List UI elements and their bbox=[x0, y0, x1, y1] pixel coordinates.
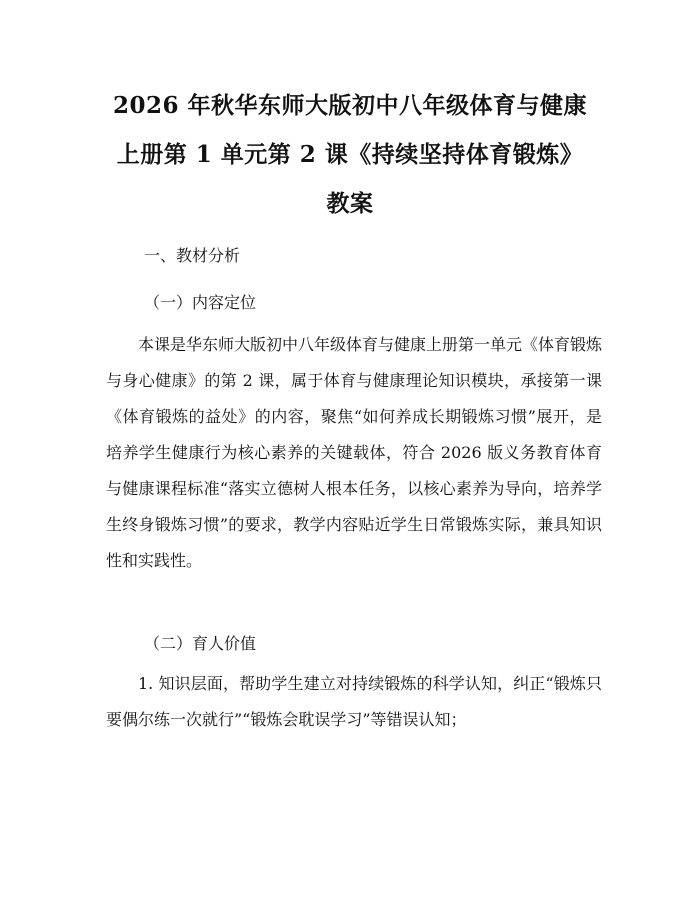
content-positioning-paragraph: 本课是华东师大版初中八年级体育与健康上册第一单元《体育锻炼与身心健康》的第 2 课，属于体育与健康理论知识模块，承接第一课《体育锻炼的益处》的内容，聚焦“如何养成长期锻炼习惯”展开，是培养学生健康行为核心素养的关键载体，符合 2026 版义务教育体育与健康课程标准“落实立德树人根本任务，以核心素养为导向，培养学生终身锻炼习惯”的要求，教学内容贴近学生日常锻炼实际，兼具知识性和实践性。 bbox=[106, 335, 603, 570]
subsection-heading-content-positioning: （一）内容定位 bbox=[144, 293, 257, 312]
educational-value-item-1: 1. 知识层面，帮助学生建立对持续锻炼的科学认知，纠正“锻炼只要偶尔练一次就行”“锻炼会耽误学习”等错误认知； bbox=[106, 674, 602, 729]
document-title-line-3: 教案 bbox=[326, 190, 374, 217]
document-title-line-1: 2026 年秋华东师大版初中八年级体育与健康 bbox=[112, 92, 588, 119]
section-heading-textbook-analysis: 一、教材分析 bbox=[144, 246, 241, 265]
subsection-heading-educational-value: （二）育人价值 bbox=[144, 634, 257, 653]
document-title-line-2: 上册第 1 单元第 2 课《持续坚持体育锻炼》 bbox=[116, 141, 584, 168]
